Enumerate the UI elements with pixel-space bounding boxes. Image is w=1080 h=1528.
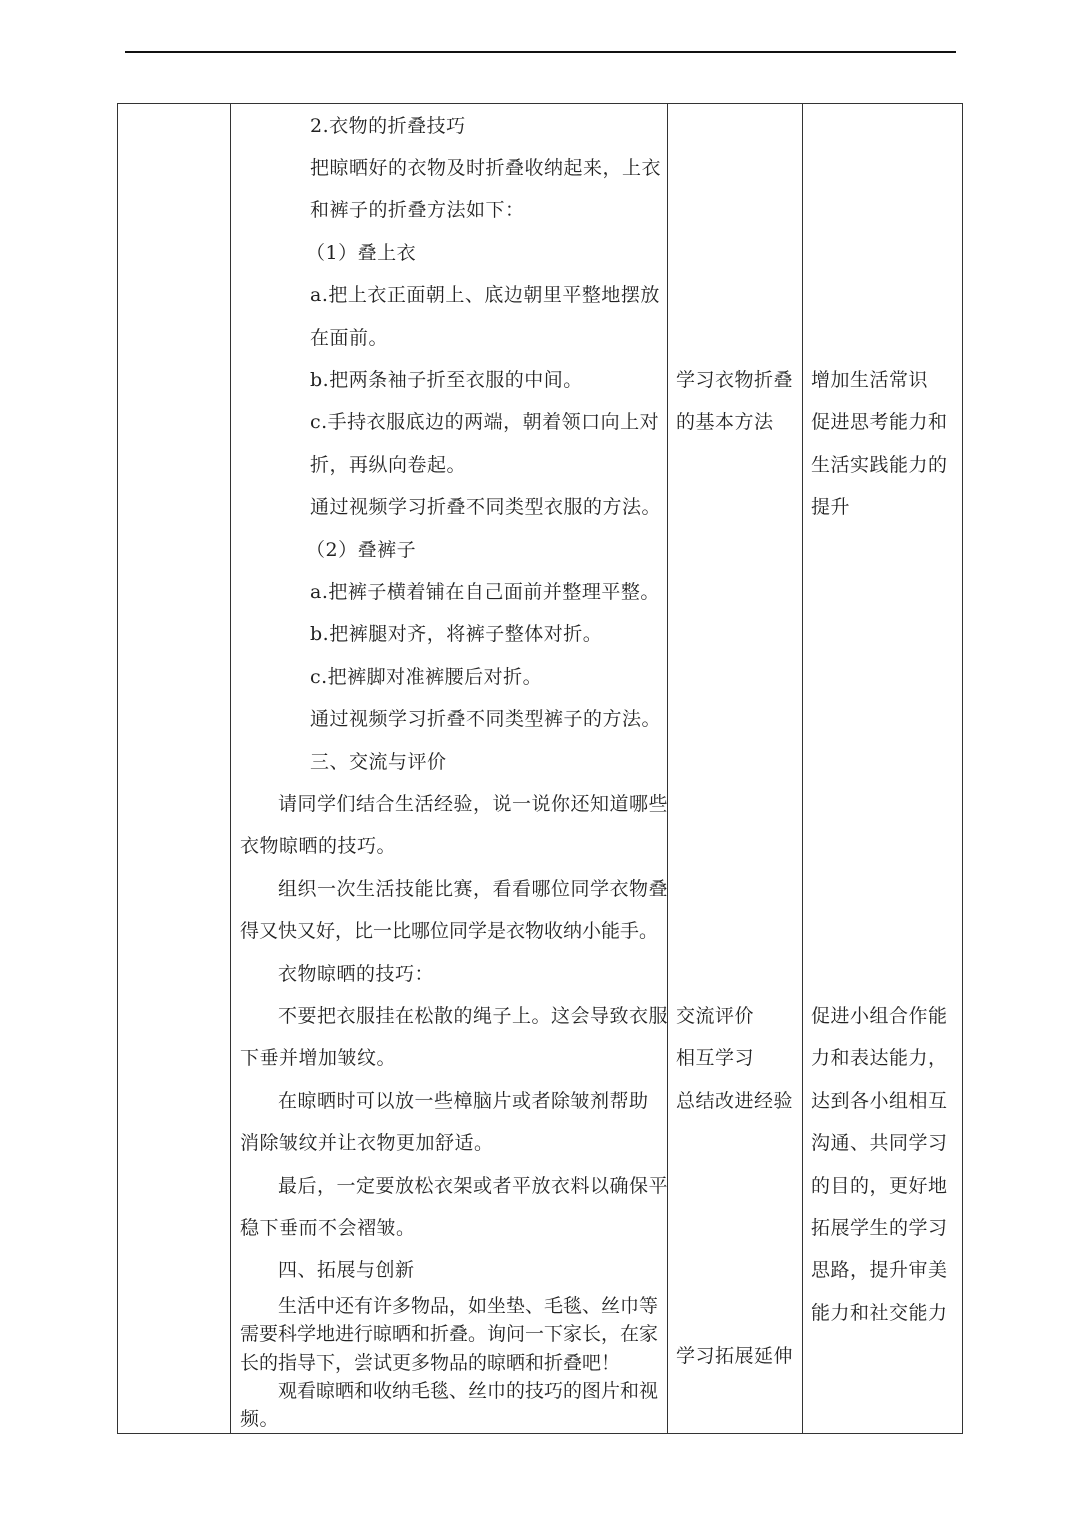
intent-line: 能力和社交能力 bbox=[811, 1302, 948, 1324]
intent-line: 的目的，更好地 bbox=[811, 1175, 948, 1197]
content-line: 消除皱纹并让衣物更加舒适。 bbox=[240, 1132, 494, 1154]
header-rule bbox=[125, 51, 956, 53]
content-line: 频。 bbox=[240, 1408, 280, 1430]
content-line: 得又快又好，比一比哪位同学是衣物收纳小能手。 bbox=[240, 920, 659, 942]
content-line: 折，再纵向卷起。 bbox=[310, 454, 467, 476]
intent-line: 拓展学生的学习 bbox=[811, 1217, 948, 1239]
content-line: 生活中还有许多物品，如坐垫、毛毯、丝巾等 bbox=[278, 1295, 659, 1317]
intent-line: 促进思考能力和 bbox=[811, 411, 948, 433]
content-line: 观看晾晒和收纳毛毯、丝巾的技巧的图片和视 bbox=[278, 1380, 659, 1402]
column-divider bbox=[230, 104, 231, 1433]
intent-line: 增加生活常识 bbox=[811, 369, 929, 391]
content-line: 组织一次生活技能比赛，看看哪位同学衣物叠 bbox=[278, 878, 669, 900]
intent-line: 促进小组合作能 bbox=[811, 1005, 948, 1027]
content-line: 把晾晒好的衣物及时折叠收纳起来，上衣 bbox=[310, 157, 662, 179]
intent-line: 思路，提升审美 bbox=[811, 1259, 948, 1281]
intent-line: 生活实践能力的 bbox=[811, 454, 948, 476]
content-line: 最后，一定要放松衣架或者平放衣料以确保平 bbox=[278, 1175, 669, 1197]
column-divider bbox=[667, 104, 668, 1433]
content-line: （1）叠上衣 bbox=[306, 242, 417, 264]
activity-line: 学习拓展延伸 bbox=[676, 1345, 794, 1367]
section-heading: 三、交流与评价 bbox=[310, 751, 447, 773]
intent-line: 力和表达能力， bbox=[811, 1047, 948, 1069]
content-line: a.把上衣正面朝上、底边朝里平整地摆放 bbox=[310, 284, 660, 306]
activity-line: 总结改进经验 bbox=[676, 1090, 794, 1112]
content-line: 通过视频学习折叠不同类型裤子的方法。 bbox=[310, 708, 662, 730]
content-line: c.把裤脚对准裤腰后对折。 bbox=[310, 666, 543, 688]
content-line: 请同学们结合生活经验，说一说你还知道哪些 bbox=[278, 793, 669, 815]
content-line: c.手持衣服底边的两端，朝着领口向上对 bbox=[310, 411, 660, 433]
intent-line: 提升 bbox=[811, 496, 851, 518]
intent-line: 达到各小组相互 bbox=[811, 1090, 948, 1112]
activity-line: 学习衣物折叠 bbox=[676, 369, 794, 391]
content-line: 下垂并增加皱纹。 bbox=[240, 1047, 397, 1069]
intent-line: 沟通、共同学习 bbox=[811, 1132, 948, 1154]
content-line: 在面前。 bbox=[310, 327, 389, 349]
content-line: 不要把衣服挂在松散的绳子上。这会导致衣服 bbox=[278, 1005, 669, 1027]
content-line: 稳下垂而不会褶皱。 bbox=[240, 1217, 416, 1239]
activity-line: 的基本方法 bbox=[676, 411, 774, 433]
content-line: 衣物晾晒的技巧： bbox=[278, 963, 435, 985]
activity-line: 交流评价 bbox=[676, 1005, 755, 1027]
content-line: 通过视频学习折叠不同类型衣服的方法。 bbox=[310, 496, 662, 518]
content-line: （2）叠裤子 bbox=[306, 539, 417, 561]
content-line: b.把裤腿对齐，将裤子整体对折。 bbox=[310, 623, 603, 645]
content-line: 2.衣物的折叠技巧 bbox=[310, 115, 466, 137]
content-line: 和裤子的折叠方法如下： bbox=[310, 199, 525, 221]
content-line: b.把两条袖子折至衣服的中间。 bbox=[310, 369, 583, 391]
content-line: 在晾晒时可以放一些樟脑片或者除皱剂帮助 bbox=[278, 1090, 649, 1112]
section-heading: 四、拓展与创新 bbox=[278, 1259, 415, 1281]
content-line: 长的指导下，尝试更多物品的晾晒和折叠吧！ bbox=[240, 1352, 621, 1374]
content-line: a.把裤子横着铺在自己面前并整理平整。 bbox=[310, 581, 660, 603]
column-divider bbox=[802, 104, 803, 1433]
activity-line: 相互学习 bbox=[676, 1047, 755, 1069]
content-line: 衣物晾晒的技巧。 bbox=[240, 835, 397, 857]
content-line: 需要科学地进行晾晒和折叠。询问一下家长，在家 bbox=[240, 1323, 659, 1345]
